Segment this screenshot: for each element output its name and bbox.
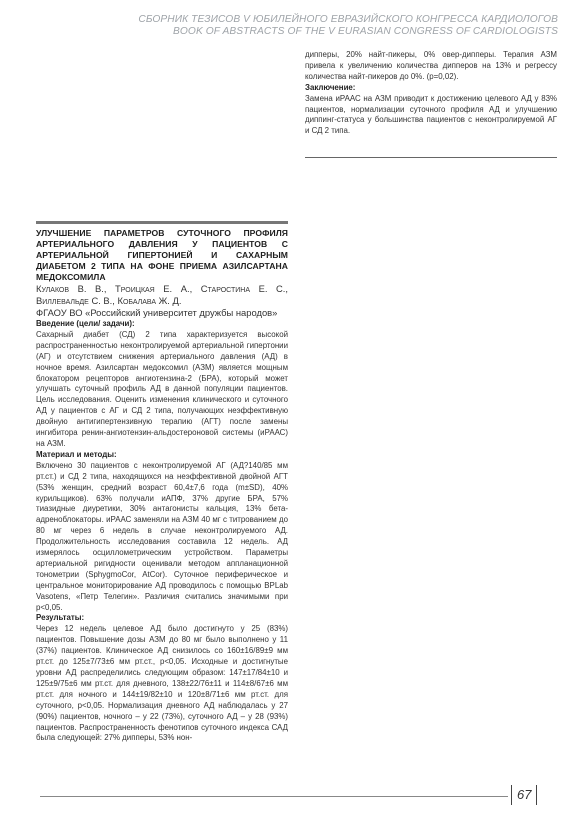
article-organization: ФГАОУ ВО «Российский университет дружбы народов» — [36, 307, 278, 318]
column-end-rule — [305, 157, 557, 158]
article-top-rule — [36, 221, 288, 224]
header-title-ru: СБОРНИК ТЕЗИСОВ V ЮБИЛЕЙНОГО ЕВРАЗИЙСКОГО КОНГРЕССА КАРДИОЛОГОВ — [138, 14, 558, 25]
left-column — [36, 228, 288, 744]
article-authors: Кулаков В. В., Троицкая Е. А., Старостина Е. С., Виллевальде С. В., Кобалава Ж. Д. — [36, 283, 288, 306]
methods-heading: Материал и методы: — [36, 449, 117, 459]
intro-text: Сахарный диабет (СД) 2 типа характеризуется высокой распространенностью неконтролируемой артериальной гипертонии (АГ) и отсутствием снижения артериального давления (АД) в ночное время. Азилсартан медоксомил (АЗМ) является мощным блокатором рецепторов ангиотензина-2 (БРА), который может улучшать суточный профиль АД в данной популяции пациентов. Цель исследования. Оценить изменения клинического и суточного АД у пациентов с АГ и СД 2 типа, получающих неэффективную двойную антигипертензивную терапию (АГТ) после замены ингибитора ренин-ангиотензин-альдостероновой системы (иРААС) на АЗМ. — [36, 329, 288, 448]
conclusion-text: Замена иРААС на АЗМ приводит к достижению целевого АД у 83% пациентов, нормализации суточного профиля АД и улучшению диппинг-статуса у большинства пациентов с неконтролируемой АГ и СД 2 типа. — [305, 93, 557, 136]
page-number: 67 — [511, 785, 537, 805]
running-header — [138, 14, 558, 38]
methods-text: Включено 30 пациентов с неконтролируемой АГ (АД?140/85 мм рт.ст.) и СД 2 типа, находящихся на неэффективной двойной АГТ (53% женщин, средний возраст 60,4±7,6 года (m±SD), 40% курильщиков). 63% получали иАПФ, 37% другие БРА, 57% тиазидные диуретики, 30% антагонисты кальция, 13% бета-адреноблокаторы. иРААС заменяли на АЗМ 40 мг с титрованием до 80 мг через 6 недель в случае неконтролируемого АД. Продолжительность исследования составила 12 недель. АД измерялось осциллометрическим устройством. Параметры артериальной ригидности оценивали методом аппланационной тонометрии (SphygmoCor, AtCor). Суточное периферическое и центральное мониторирование АД проводилось с помощью BPLab Vasotens, «Петр Телегин». Различия считались значимыми при р<0,05. — [36, 460, 288, 612]
results-heading: Результаты: — [36, 613, 85, 623]
intro-heading: Введение (цели/ задачи): — [36, 319, 135, 328]
article-title: УЛУЧШЕНИЕ ПАРАМЕТРОВ СУТОЧНОГО ПРОФИЛЯ АРТЕРИАЛЬНОГО ДАВЛЕНИЯ У ПАЦИЕНТОВ С АРТЕРИАЛЬНОЙ ГИПЕРТОНИЕЙ И САХАРНЫМ ДИАБЕТОМ 2 ТИПА НА ФОНЕ ПРИЕМА АЗИЛСАРТАНА МЕДОКСОМИЛА — [36, 228, 288, 282]
footer-rule — [40, 796, 508, 797]
results-continuation: дипперы, 20% найт-пикеры, 0% овер-дипперы. Терапия АЗМ привела к увеличению количества дипперов на 13% и регрессу количества найт-пикеров до 0%. (р=0,02). — [305, 50, 557, 81]
results-text: Через 12 недель целевое АД было достигнуто у 25 (83%) пациентов. Повышение дозы АЗМ до 80 мг было выполнено у 11 (37%) пациентов. Клиническое АД снизилось со 160±16/89±9 мм рт.ст. до 125±7/73±6 мм рт.ст., р<0,05. Исходные и достигнутые уровни АД распределились следующим образом: 147±17/84±10 и 125±9/75±6 мм рт.ст. для дневного, 138±22/76±11 и 114±8/67±6 мм рт.ст. для ночного и 144±19/82±10 и 120±8/71±6 мм рт.ст. для суточного, р<0,05. Нормализация дневного АД наблюдалась у 27 (90%) пациентов, ночного – у 22 (73%), суточного АД – у 28 (93%) пациентов. Распространенность фенотипов суточного индекса САД была следующей: 27% дипперы, 53% нон- — [36, 624, 288, 743]
conclusion-heading: Заключение: — [305, 82, 356, 92]
right-column — [305, 50, 557, 137]
header-title-en: BOOK OF ABSTRACTS OF THE V EURASIAN CONGRESS OF CARDIOLOGISTS — [173, 26, 558, 37]
